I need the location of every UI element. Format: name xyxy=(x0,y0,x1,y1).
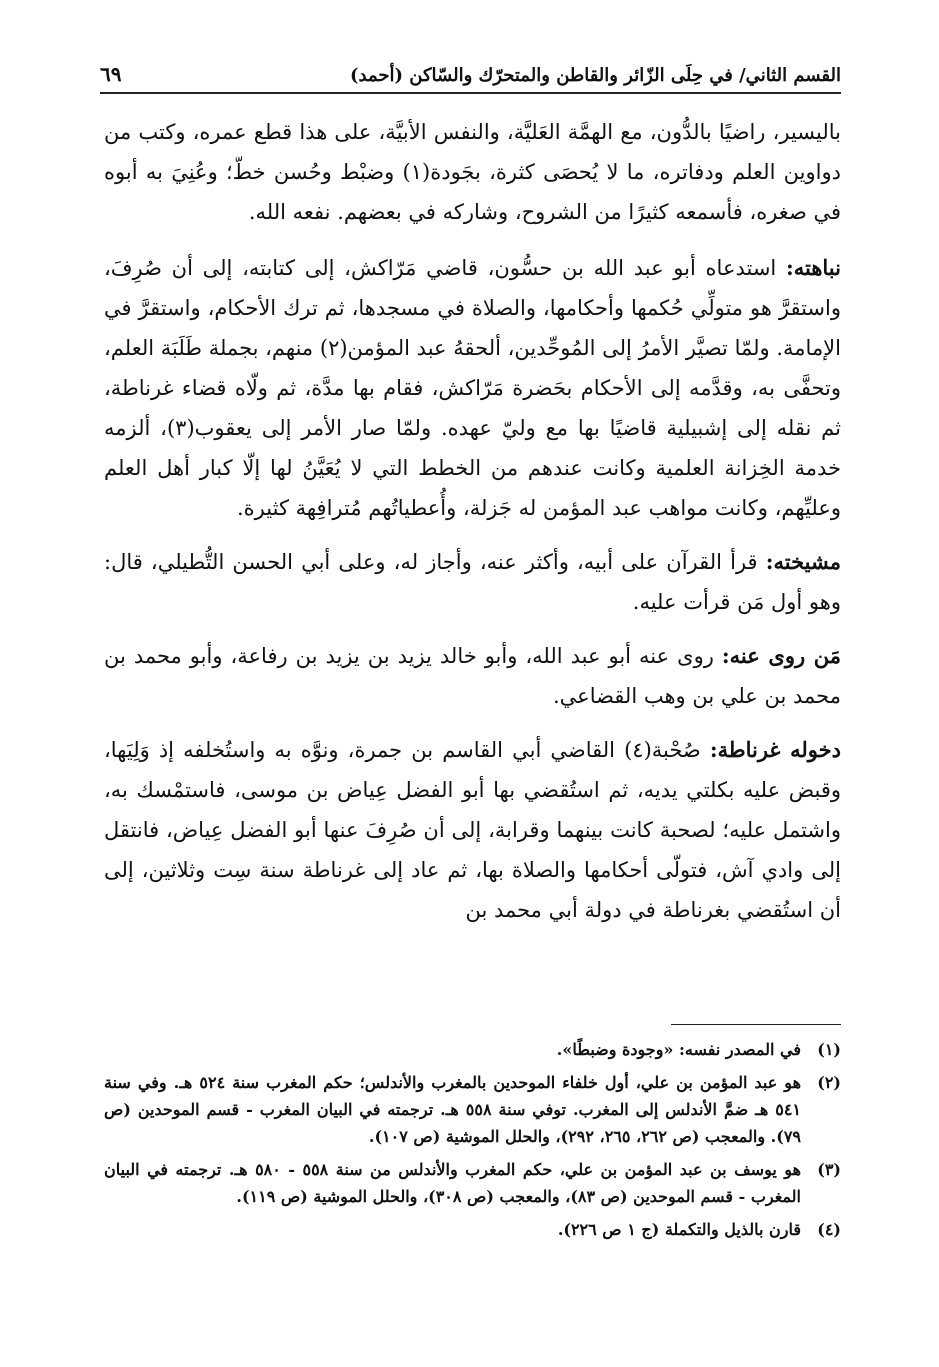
section-label: مَن روى عنه: xyxy=(721,643,841,668)
footnote-number: (١) xyxy=(817,1040,841,1059)
footnote-number: (٤) xyxy=(817,1220,841,1239)
paragraph-man-rawa-anhu xyxy=(104,636,841,716)
footnote xyxy=(104,1069,841,1150)
paragraph-text: استدعاه أبو عبد الله بن حسُّون، قاضي مَرّاكش، إلى كتابته، إلى أن صُرِفَ، واستقرَّ هو متولِّي حُكمها وأحكامها، والصلاة في مسجدها، ثم ترك الأحكام، واستقرَّ في الإمامة. ولمّا تصيَّر الأمرُ إلى المُوحِّدين، ألحقهُ عبد المؤمن(٢) منهم، بجملة طَلَبَة العلم، وتحفَّى به، وقدَّمه إلى الأحكام بحَضرة مَرّاكش، فقام بها مدَّة، ثم ولّاه قضاء غرناطة، ثم نقله إلى إشبيلية قاضيًا بها مع وليّ عهده. ولمّا صار الأمر إلى يعقوب(٣)، ألزمه خدمة الخِزانة العلمية وكانت عندهم من الخطط التي لا يُعَيَّنُ لها إلّا كبار أهل العلم وعليِّهم، وكانت مواهب عبد المؤمن له جَزلة، وأُعطياتُهم مُترافِهة كثيرة. xyxy=(104,256,841,520)
footnote-number: (٣) xyxy=(817,1160,841,1179)
footnotes xyxy=(104,1036,841,1249)
paragraph-text: قرأ القرآن على أبيه، وأكثر عنه، وأجاز له، وعلى أبي الحسن التُّطيلي، قال: وهو أول مَن قرأت عليه. xyxy=(104,550,841,614)
footnote-number: (٢) xyxy=(817,1073,841,1092)
footnote xyxy=(104,1036,841,1063)
footnote xyxy=(104,1216,841,1243)
section-label: مشيخته: xyxy=(765,549,841,574)
paragraph-text: صُحْبة(٤) القاضي أبي القاسم بن جمرة، ونوَّه به واستُخلفه إذ وَلِيَها، وقبض عليه بكلتي يديه، ثم استُقضي بها أبو الفضل عِياض بن موسى، فاستمْسك به، واشتمل عليه؛ لصحبة كانت بينهما وقرابة، إلى أن صُرِفَ عنها أبو الفضل عِياض، فانتقل إلى وادي آش، فتولّى أحكامها والصلاة بها، ثم عاد إلى غرناطة سنة سِت وثلاثين، إلى أن استُقضي بغرناطة في دولة أبي محمد بن xyxy=(104,738,841,922)
paragraph-nabahatuhu xyxy=(104,248,841,528)
page-number: ٦٩ xyxy=(100,62,122,86)
running-header xyxy=(100,52,841,94)
paragraph-text: روى عنه أبو عبد الله، وأبو خالد يزيد بن يزيد بن رفاعة، وأبو محمد بن محمد بن علي بن وهب القضاعي. xyxy=(104,644,841,708)
section-label: نباهته: xyxy=(785,255,841,280)
section-label: دخوله غرناطة: xyxy=(709,737,841,762)
footnote-text: في المصدر نفسه: «وجودة وضبطًا». xyxy=(556,1040,801,1059)
chapter-title: القسم الثاني/ في حِلَى الزّائر والقاطن والمتحرّك والسّاكن (أحمد) xyxy=(349,65,841,86)
footnote-separator xyxy=(671,1024,841,1025)
footnote xyxy=(104,1156,841,1210)
main-text xyxy=(104,112,841,944)
paragraph-dukhuluhu-gharnata xyxy=(104,730,841,930)
paragraph-continuation: باليسير، راضيًا بالدُّون، مع الهمَّة العَليَّة، والنفس الأبيَّة، على هذا قطع عمره، وكتب من دواوين العلم ودفاتره، ما لا يُحصَى كثرة، بجَودة(١) وضبْط وحُسن خطّ؛ وعُنِيَ به أبوه في صغره، فأسمعه كثيرًا من الشروح، وشاركه في بعضهم. نفعه الله. xyxy=(104,120,841,224)
footnote-text: هو عبد المؤمن بن علي، أول خلفاء الموحدين بالمغرب والأندلس؛ حكم المغرب سنة ٥٢٤ هـ. وفي سنة ٥٤١ هـ ضمَّ الأندلس إلى المغرب. توفي سنة ٥٥٨ هـ. ترجمته في البيان المغرب - قسم الموحدين (ص ٧٩). والمعجب (ص ٢٦٢، ٢٦٥، ٢٩٢)، والحلل الموشية (ص ١٠٧). xyxy=(104,1073,802,1146)
footnote-text: هو يوسف بن عبد المؤمن بن علي، حكم المغرب والأندلس من سنة ٥٥٨ - ٥٨٠ هـ. ترجمته في البيان المغرب - قسم الموحدين (ص ٨٣)، والمعجب (ص ٣٠٨)، والحلل الموشية (ص ١١٩). xyxy=(104,1160,802,1206)
footnote-text: قارن بالذيل والتكملة (ج ١ ص ٢٢٦). xyxy=(557,1220,801,1239)
paragraph-mashyakhatuhu xyxy=(104,542,841,622)
